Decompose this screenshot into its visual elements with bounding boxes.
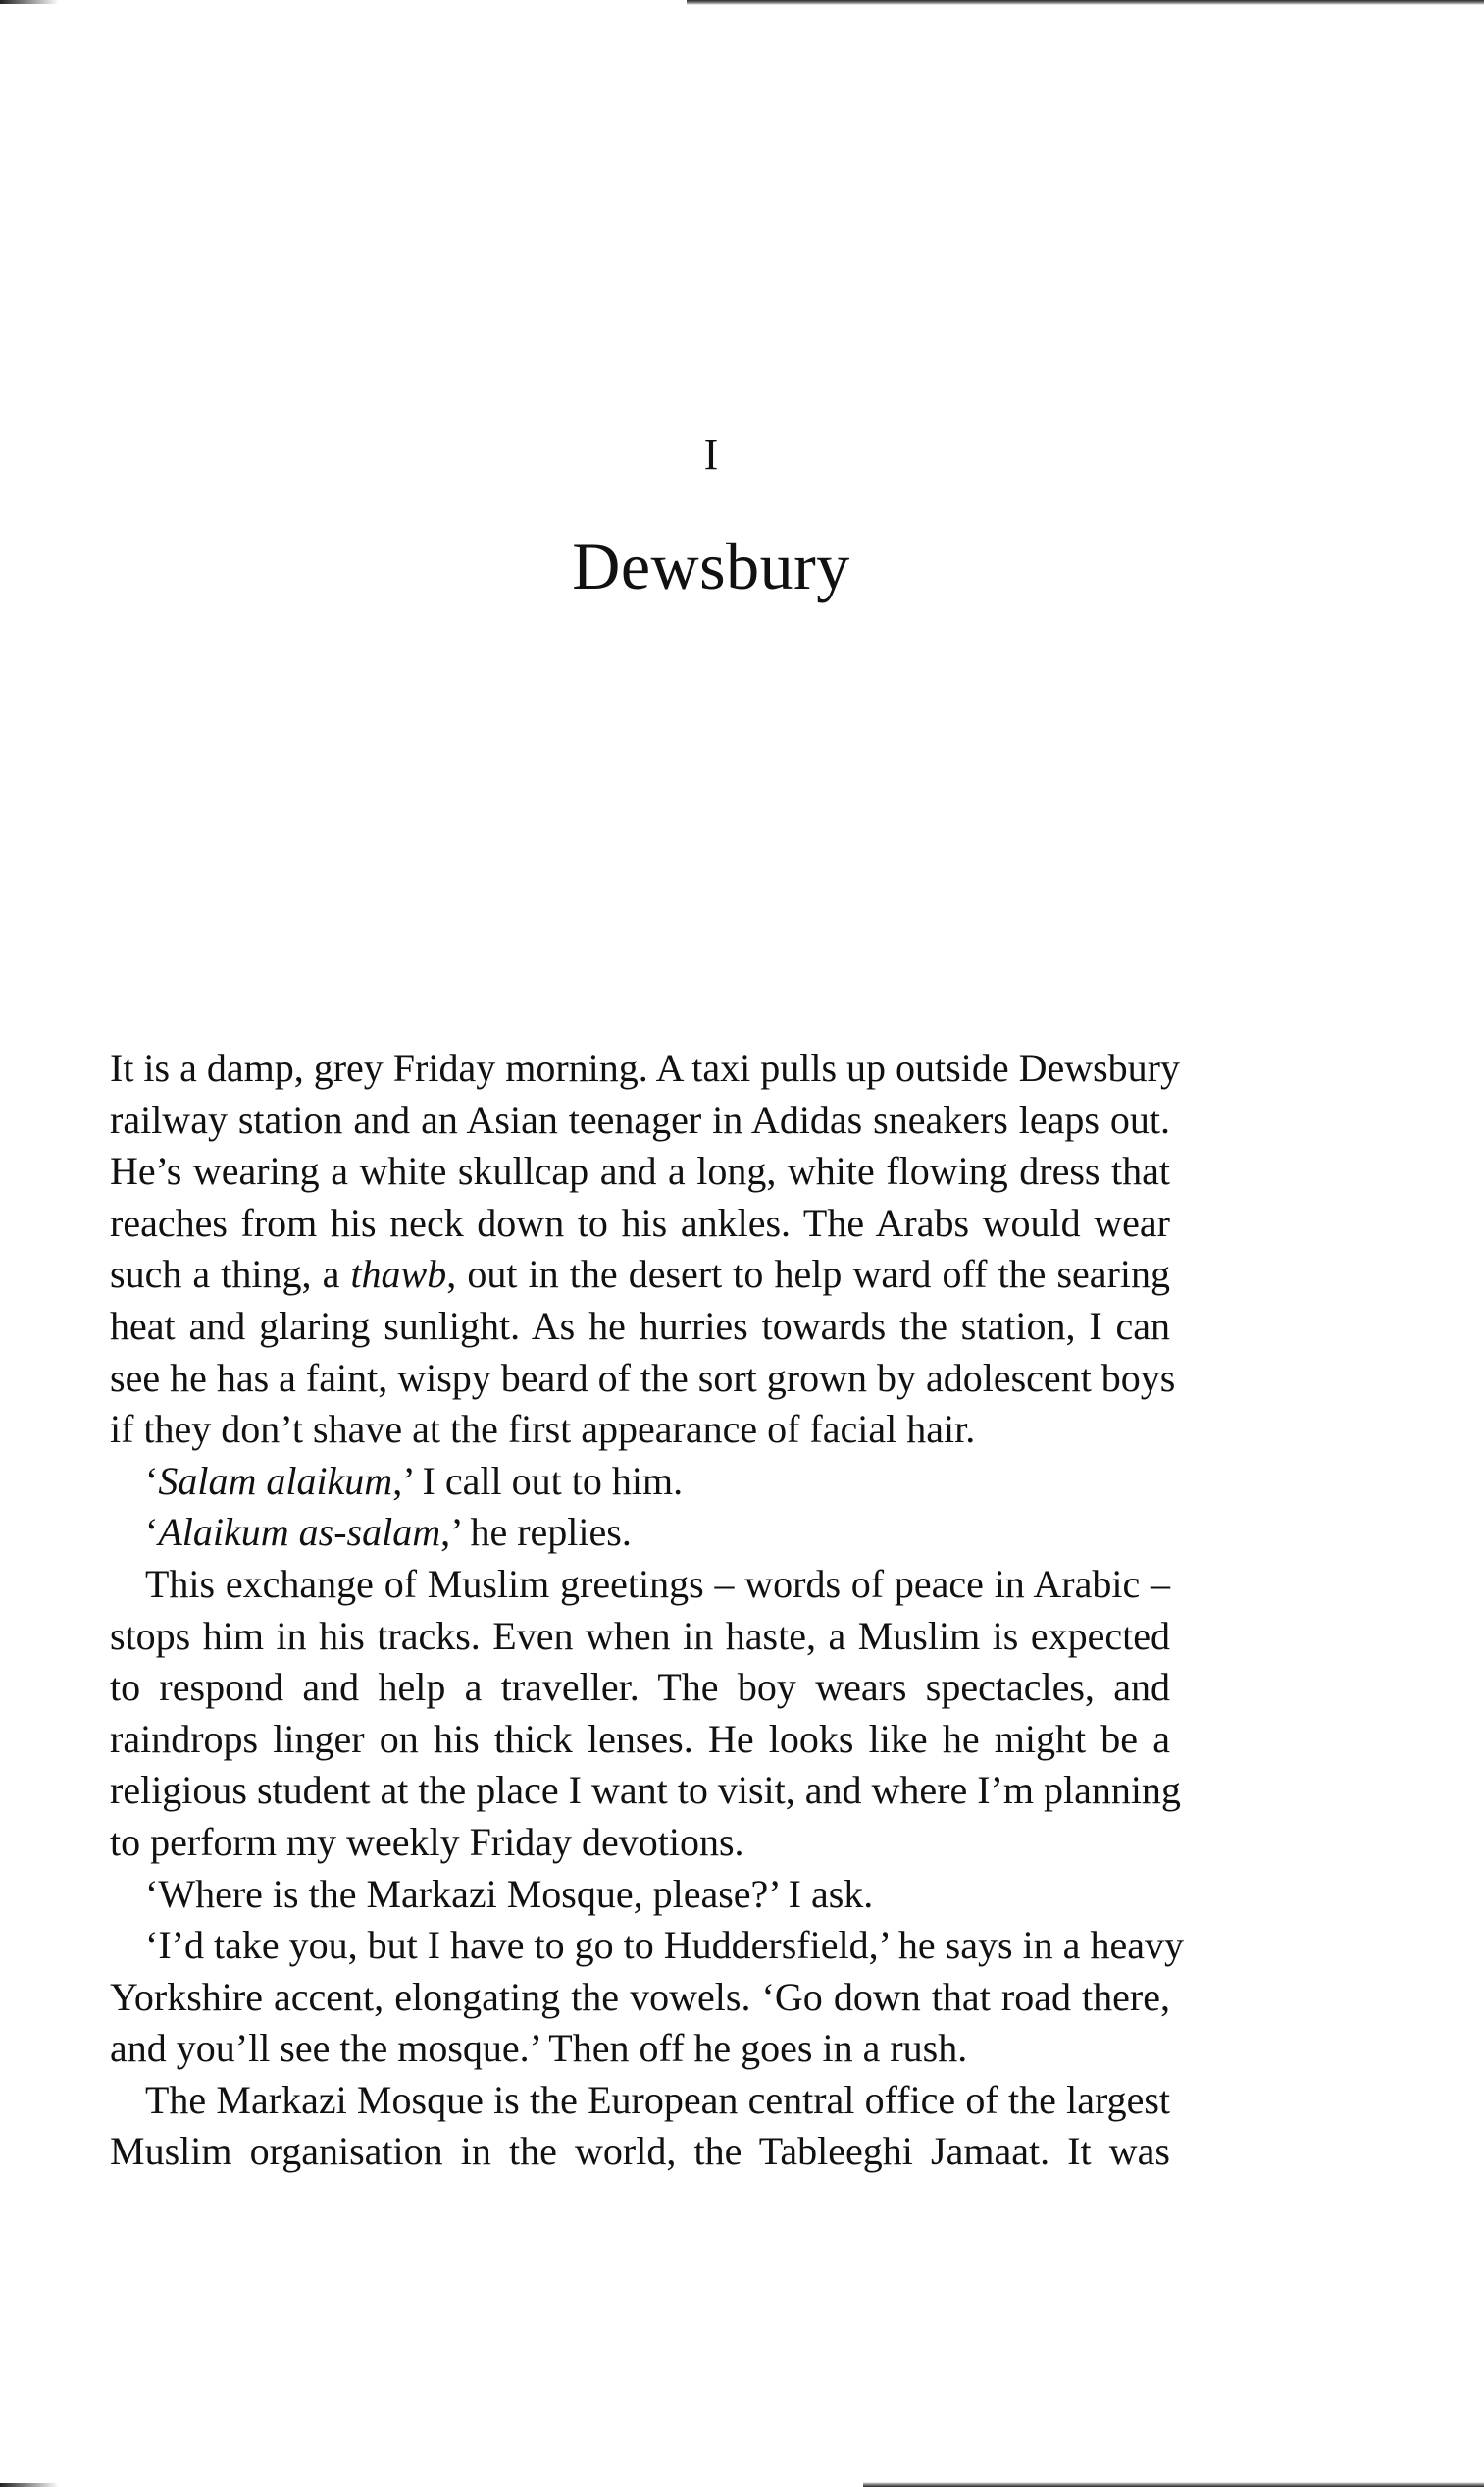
scan-edge-bottom-left	[0, 2483, 59, 2487]
italic-term: Alaikum as-salam	[158, 1510, 441, 1555]
paragraph	[110, 2075, 1170, 2178]
text-line: heat and glaring sunlight. As he hurries towards the station, I can	[110, 1303, 1170, 1348]
italic-term: Salam alaikum	[158, 1458, 393, 1503]
text-line: reaches from his neck down to his ankles. The Arabs would wear	[110, 1200, 1170, 1245]
chapter-title: Dewsbury	[572, 529, 850, 603]
scan-edge-top-left	[0, 0, 59, 4]
scan-edge-bottom	[863, 2482, 1484, 2487]
text-line: and you’ll see the mosque.’ Then off he goes in a rush.	[110, 2026, 968, 2071]
text-line: This exchange of Muslim greetings – words of peace in Arabic –	[145, 1561, 1170, 1606]
text-line: if they don’t shave at the first appearance of facial hair.	[110, 1407, 976, 1452]
text-line: ‘Salam alaikum,’ I call out to him.	[145, 1458, 684, 1503]
text-line: ‘Where is the Markazi Mosque, please?’ I ask.	[145, 1871, 874, 1916]
chapter-number: I	[703, 431, 719, 479]
text-line: ‘I’d take you, but I have to go to Huddersfield,’ he says in a heavy	[145, 1923, 1184, 1968]
text-line: stops him in his tracks. Even when in haste, a Muslim is expected	[110, 1613, 1170, 1658]
italic-term: thawb	[350, 1252, 447, 1297]
paragraph	[110, 1920, 1184, 2075]
text-line: Yorkshire accent, elongating the vowels. ‘Go down that road there,	[110, 1974, 1170, 2019]
text-line: such a thing, a thawb, out in the desert to help ward off the searing	[110, 1252, 1170, 1297]
body-text	[110, 1043, 1184, 2178]
text-line: railway station and an Asian teenager in Adidas sneakers leaps out.	[110, 1097, 1170, 1142]
paragraph	[110, 1043, 1180, 1456]
paragraph	[110, 1559, 1181, 1869]
text-line: to perform my weekly Friday devotions.	[110, 1819, 744, 1864]
scan-edge-top	[687, 0, 1484, 5]
paragraph	[110, 1456, 1170, 1508]
text-line: He’s wearing a white skullcap and a long, white flowing dress that	[110, 1149, 1170, 1194]
paragraph	[110, 1869, 1170, 1921]
text-line: ‘Alaikum as-salam,’ he replies.	[145, 1510, 632, 1555]
text-line: raindrops linger on his thick lenses. He looks like he might be a	[110, 1716, 1170, 1761]
text-line: see he has a faint, wispy beard of the sort grown by adolescent boys	[110, 1355, 1176, 1400]
text-line: religious student at the place I want to visit, and where I’m planning	[110, 1768, 1181, 1813]
text-line: It is a damp, grey Friday morning. A taxi pulls up outside Dewsbury	[110, 1046, 1180, 1090]
text-line: The Markazi Mosque is the European central office of the largest	[145, 2077, 1170, 2122]
text-line: Muslim organisation in the world, the Tableeghi Jamaat. It was	[110, 2129, 1170, 2174]
text-line: to respond and help a traveller. The boy wears spectacles, and	[110, 1665, 1170, 1710]
paragraph	[110, 1507, 1170, 1559]
